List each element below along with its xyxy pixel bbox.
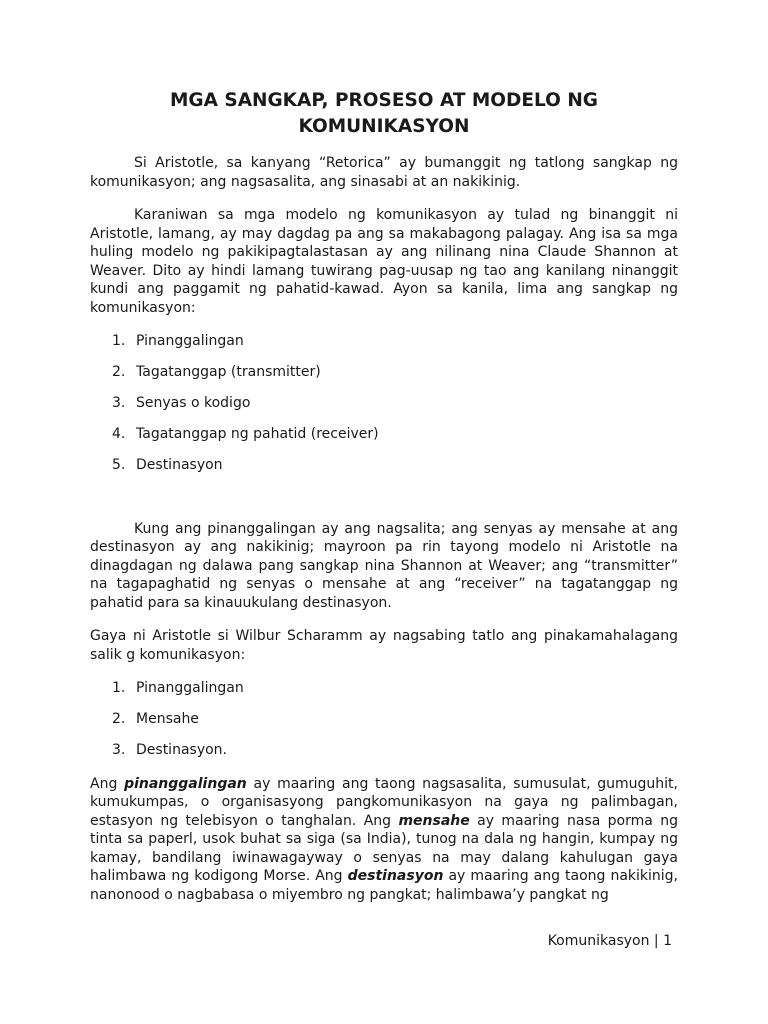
document-body: [90, 88, 678, 919]
spacer: [90, 760, 678, 775]
title-line-1: MGA SANGKAP, PROSESO AT MODELO NG: [170, 90, 598, 111]
list-item: [90, 741, 678, 760]
list-item-text: Tagatanggap (transmitter): [136, 364, 321, 380]
list-item-text: Senyas o kodigo: [136, 395, 251, 411]
title-line-2: KOMUNIKASYON: [298, 116, 470, 137]
list-item-number: 4.: [112, 426, 126, 442]
list-item-text: Mensahe: [136, 711, 199, 727]
keyword-destinasyon: destinasyon: [347, 868, 444, 884]
paragraph-definitions: [90, 775, 678, 905]
paragraph-shannon-weaver: Karaniwan sa mga modelo ng komunikasyon ay tulad ng binanggit ni Aristotle, lamang, ay may dagdag pa ang sa makabagong palagay. Ang isa sa mga huling modelo ng pakikipagtalastasan ay ang nilinang nina Claude Shannon at Weaver. Dito ay hindi lamang tuwirang pag-uusap ng tao ang kanilang ninanggit kundi ang paggamit ng pahatid-kawad. Ayon sa kanila, lima ang sangkap ng komunikasyon:: [90, 207, 678, 316]
text-run: Ang: [90, 775, 125, 792]
list-item: [90, 394, 678, 413]
text-run: ay maaring nasa porma ng tinta sa paperl, usok buhat sa siga (sa India), tunog na dala ng hangin, kumpay ng kamay, bandilang iwinawagayway o senyas na may dalang kahulugan gaya halimbawa ng kodigong Morse. Ang: [90, 812, 678, 884]
list-item-number: 5.: [112, 457, 126, 473]
list-item: [90, 456, 678, 475]
paragraph-aristotle: Si Aristotle, sa kanyang “Retorica” ay bumanggit ng tatlong sangkap ng komunikasyon; ang nagsasalita, ang sinasabi at an nakikinig.: [90, 155, 678, 190]
keyword-pinanggalingan: pinanggalingan: [124, 775, 247, 792]
paragraph-transmitter-receiver: Kung ang pinanggalingan ay ang nagsalita; ang senyas ay mensahe at ang destinasyon ay ang nakikinig; mayroon pa rin tayong modelo ni Aristotle na dinagdagan ng dalawa pang sangkap nina Shannon at Weaver; ang “transmitter” na tagapaghatid ng senyas o mensahe at ang “receiver” na tagatanggap ng pahatid para sa kinauukulang destinasyon.: [90, 520, 678, 611]
list-item-number: 1.: [112, 680, 126, 696]
text-run: ay maaring ang taong nakikinig, nanonood o nagbabasa o miyembro ng pangkat; halimbawa’y pangkat ng: [90, 868, 678, 903]
text-run: ay maaring ang taong nagsasalita, sumusulat, gumuguhit, kumukumpas, o organisasyong pangkomunikasyon na gaya ng palimbagan, estasyon ng telebisyon o tanghalan. Ang: [90, 775, 678, 829]
list-item-number: 1.: [112, 333, 126, 349]
list-item: [90, 332, 678, 351]
list-item-text: Destinasyon: [136, 457, 223, 473]
list-item: [90, 363, 678, 382]
page-footer: Komunikasyon | 1: [547, 933, 672, 949]
list-item-number: 2.: [112, 711, 126, 727]
list-item: [90, 679, 678, 698]
keyword-mensahe: mensahe: [398, 812, 470, 829]
list-item-number: 3.: [112, 395, 126, 411]
list-item-text: Pinanggalingan: [136, 680, 244, 696]
list-shannon-elements: [90, 332, 678, 475]
list-item-text: Destinasyon.: [136, 742, 227, 758]
list-item: [90, 710, 678, 729]
list-scharamm-elements: [90, 679, 678, 760]
list-item-number: 2.: [112, 364, 126, 380]
list-item-text: Tagatanggap ng pahatid (receiver): [136, 426, 379, 442]
list-item-text: Pinanggalingan: [136, 333, 244, 349]
list-item: [90, 425, 678, 444]
list-item-number: 3.: [112, 742, 126, 758]
page-title: [90, 88, 678, 140]
paragraph-scharamm: Gaya ni Aristotle si Wilbur Scharamm ay nagsabing tatlo ang pinakamahalagang salik g komunikasyon:: [90, 628, 678, 663]
